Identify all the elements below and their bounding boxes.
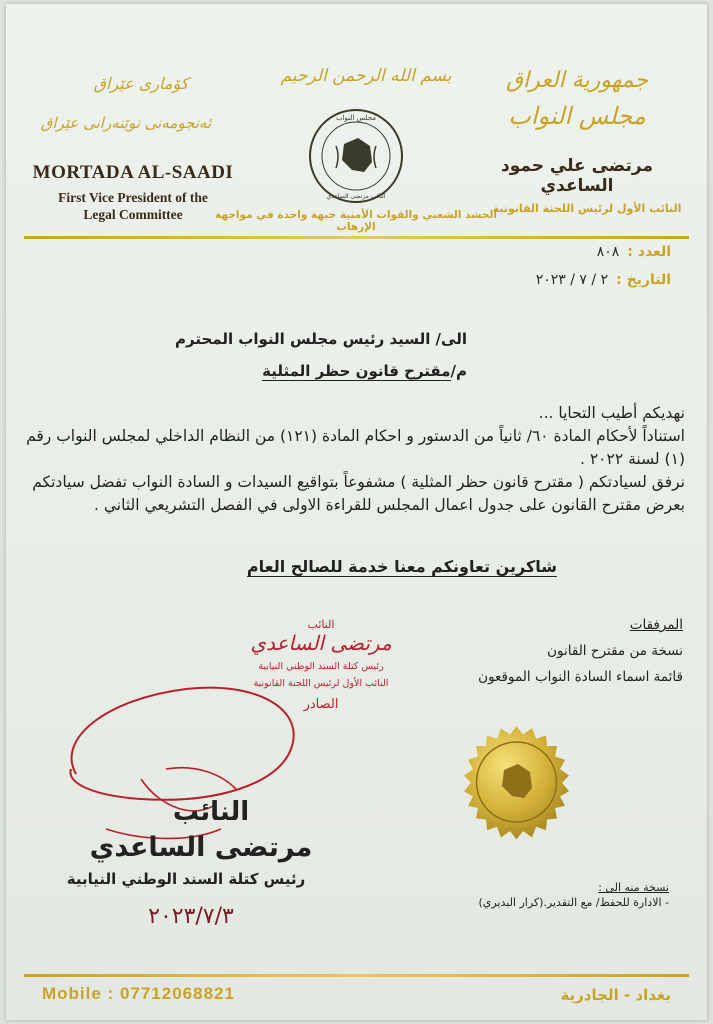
header-divider xyxy=(24,236,689,239)
stamp-line3: رئيس كتلة السند الوطني النيابية xyxy=(258,661,384,672)
mp-position-en-line1: First Vice President of the xyxy=(58,190,208,205)
copy-to-title: نسخة منه الى : xyxy=(598,881,669,894)
reference-date-label: التاريخ : xyxy=(616,272,671,288)
parliament-title-ar: مجلس النواب xyxy=(508,102,646,130)
emblem-bottom-text: النائب مرتضى الساعدي xyxy=(326,193,386,200)
letter-page xyxy=(6,4,707,1020)
greeting: نهديكم أطيب التحايا ... xyxy=(538,404,685,422)
letter-body xyxy=(20,402,685,517)
subject-line xyxy=(262,362,467,380)
slogan: الحشد الشعبي والقوات الأمنية جبهة واحدة في مواجهة الإرهاب xyxy=(215,209,497,233)
stamp-line2: مرتضى الساعدي xyxy=(250,631,392,655)
signatory-role: النائب xyxy=(172,797,250,827)
office-location: بغداد - الجادرية xyxy=(560,986,671,1004)
mp-name-ar: مرتضى علي حمود الساعدي xyxy=(500,156,654,196)
emblem-top-text: مجلس النواب xyxy=(335,114,377,122)
copy-to xyxy=(429,880,669,910)
reference-number xyxy=(597,244,671,260)
stamp-line4: النائب الأول لرئيس اللجنة القانونية xyxy=(253,678,389,689)
parliament-title-ku: ئەنجومەنی نوێنەرانی عێراق xyxy=(40,114,212,132)
closing-thanks-text: شاكرين تعاونكم معنا خدمة للصالح العام xyxy=(246,557,557,576)
reference-date xyxy=(536,272,671,288)
stamp-line5: الصادر xyxy=(303,697,339,712)
attachment-item: نسخة من مقترح القانون xyxy=(547,643,683,659)
parliament-emblem-icon xyxy=(306,106,406,206)
handwritten-signature-icon xyxy=(46,679,306,854)
republic-title-ar: جمهورية العراق xyxy=(505,68,649,93)
addressee: الى/ السيد رئيس مجلس النواب المحترم xyxy=(175,330,467,348)
reference-number-value: ٨٠٨ xyxy=(596,244,620,260)
paragraph-legal-basis: استناداً لأحكام المادة ٦٠/ ثانياً من الدستور و احكام المادة (١٢١) من النظام الداخلي لمجلس النواب رقم (١) لسنة ٢٠٢٢ . xyxy=(26,427,685,468)
subject-prefix: م/ xyxy=(450,362,467,380)
mp-position-en-line2: Legal Committee xyxy=(83,207,183,222)
signatory-name: مرتضى الساعدي xyxy=(89,832,313,863)
footer-divider xyxy=(24,974,689,977)
basmala: بسم الله الرحمن الرحيم xyxy=(280,66,452,86)
copy-to-item: - الادارة للحفظ/ مع التقدير.(كرار البديري) xyxy=(478,896,669,909)
paragraph-request: نرفق لسيادتكم ( مقترح قانون حظر المثلية ) مشفوعاً بتواقيع السيدات و السادة النواب تفضل سيادتكم بعرض مقترح القانون على جدول اعمال المجلس للقراءة الاولى في الفصل التشريعي الثاني . xyxy=(32,473,685,514)
signatory-bloc: رئيس كتلة السند الوطني النيابية xyxy=(66,870,306,888)
signature-date: ٢٠٢٣/٧/٣ xyxy=(148,904,234,929)
attachment-item: قائمة اسماء السادة النواب الموقعون xyxy=(478,669,683,685)
reference-number-label: العدد : xyxy=(627,244,671,260)
mp-name-en: MORTADA AL-SAADI xyxy=(32,162,234,183)
mp-position-ar: النائب الأول لرئيس اللجنة القانونية xyxy=(492,202,682,215)
reference-date-value: ٢ / ٧ / ٢٠٢٣ xyxy=(535,272,609,288)
mp-position-en xyxy=(28,189,238,223)
attachments-title: المرفقات xyxy=(629,617,683,633)
closing-thanks xyxy=(247,557,557,576)
stamp-line1: النائب xyxy=(307,618,335,631)
attachments xyxy=(383,612,683,690)
republic-title-ku: كۆماری عێراق xyxy=(93,74,189,93)
mobile-number: Mobile : 07712068821 xyxy=(42,984,235,1003)
gold-seal-icon xyxy=(444,708,589,853)
subject-text: مقترح قانون حظر المثلية xyxy=(262,362,451,380)
